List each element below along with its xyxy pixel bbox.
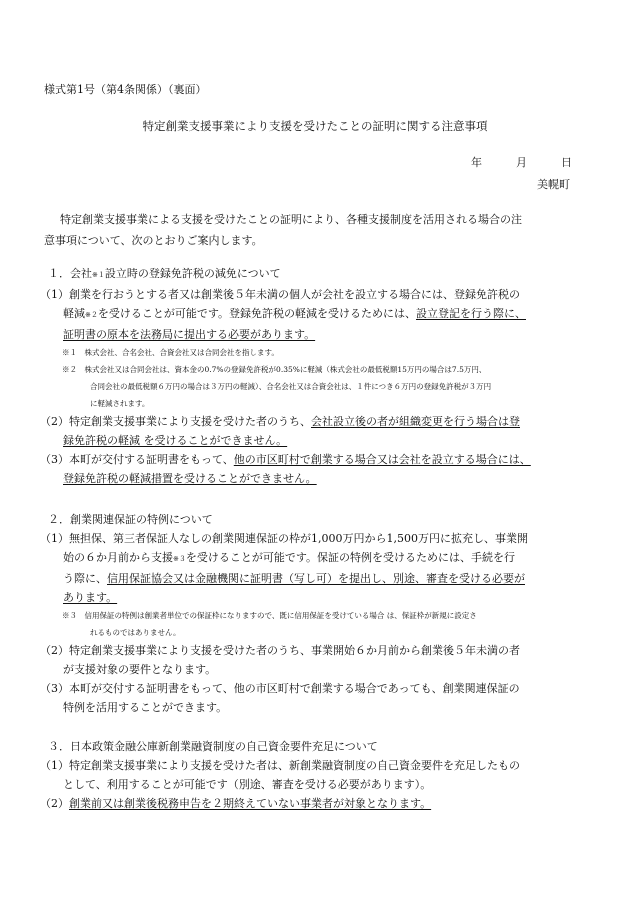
date-day: 日: [561, 156, 572, 169]
date-line: [471, 154, 572, 170]
section1-heading: １．会社※１設立時の登録免許税の減免について: [48, 267, 281, 280]
main-content: [40, 264, 580, 813]
section1-item2: （2）特定創業支援事業により支援を受けた者のうち、会社設立後の者が組織変更を行う場合は登 録免許税の軽減 を受けることができません。: [40, 415, 520, 447]
section1-item1: （1）創業を行おうとする者又は創業後５年未満の個人が会社を設立する場合には、登録免許税の 軽減※２を受けることが可能です。登録免許税の軽減を受けるためには、設立登記を行う際に、 証明書の原本を法務局に提出する必要があります。: [40, 288, 526, 341]
section2-item1: （1）無担保、第三者保証人なしの創業関連保証の枠が1,000万円から1,500万円に拡充し、事業開 始の６か月前から支援※３を受けることが可能です。保証の特例を受けるためには、手続を行 う際に、信用保証協会又は金融機関に証明書（写し可）を提出し、別途、審査を受ける必要が あります。: [40, 532, 528, 604]
form-number: 様式第1号（第4条関係）（裏面）: [44, 83, 207, 96]
note-1: ※１ 株式会社、合名会社、合資会社又は合同会社を指します。: [62, 348, 279, 357]
section2-heading: ２．創業関連保証の特例について: [48, 513, 213, 526]
section2-item3: （3）本町が交付する証明書をもって、他の市区町村で創業する場合であっても、創業関連保証の 特例を活用することができます。: [40, 682, 520, 714]
intro-line-2: 意事項について、次のとおりご案内します。: [44, 234, 263, 247]
section1-item3: （3）本町が交付する証明書をもって、他の市区町村で創業する場合又は会社を設立する場合には、 登録免許税の軽減措置を受けることができません。: [40, 453, 531, 485]
note-3-line-1: ※３ 信用保証の特例は創業者単位での保証枠になりますので、既に信用保証を受けている場合 は、保証枠が新規に設定さ: [62, 611, 477, 620]
page-title: 特定創業支援事業により支援を受けたことの証明に関する注意事項: [142, 119, 488, 133]
note-3-line-2: れるものではありません。: [90, 628, 181, 637]
date-year: 年: [471, 156, 482, 169]
intro-paragraph: [44, 209, 580, 251]
note-2-line-3: に軽減されます。: [90, 399, 150, 408]
section3-item2: （2）創業前又は創業後税務申告を２期終えていない事業者が対象となります。: [40, 797, 432, 810]
note-2-line-2: 合同会社の最低税額６万円の場合は３万円の軽減）、合名会社又は合資会社は、１件につき６万円の登録免許税が３万円: [90, 382, 492, 391]
section3-item1: （1）特定創業支援事業により支援を受けた者は、新創業融資制度の自己資金要件を充足したもの として、利用することが可能です（別途、審査を受ける必要があります）。: [40, 759, 520, 791]
date-month: 月: [516, 156, 527, 169]
town-name: 美幌町: [537, 178, 570, 191]
intro-line-1: 特定創業支援事業による支援を受けたことの証明により、各種支援制度を活用される場合の注: [60, 213, 522, 226]
section2-item2: （2）特定創業支援事業により支援を受けた者のうち、事業開始６か月前から創業後５年未満の者 が支援対象の要件となります。: [40, 644, 520, 676]
note-2-line-1: ※２ 株式会社又は合同会社は、資本金の0.7%の登録免許税が0.35%に軽減（株式会社の最低税額15万円の場合は7.5万円、: [62, 365, 487, 374]
section3-heading: ３．日本政策金融公庫新創業融資制度の自己資金要件充足について: [48, 740, 378, 753]
